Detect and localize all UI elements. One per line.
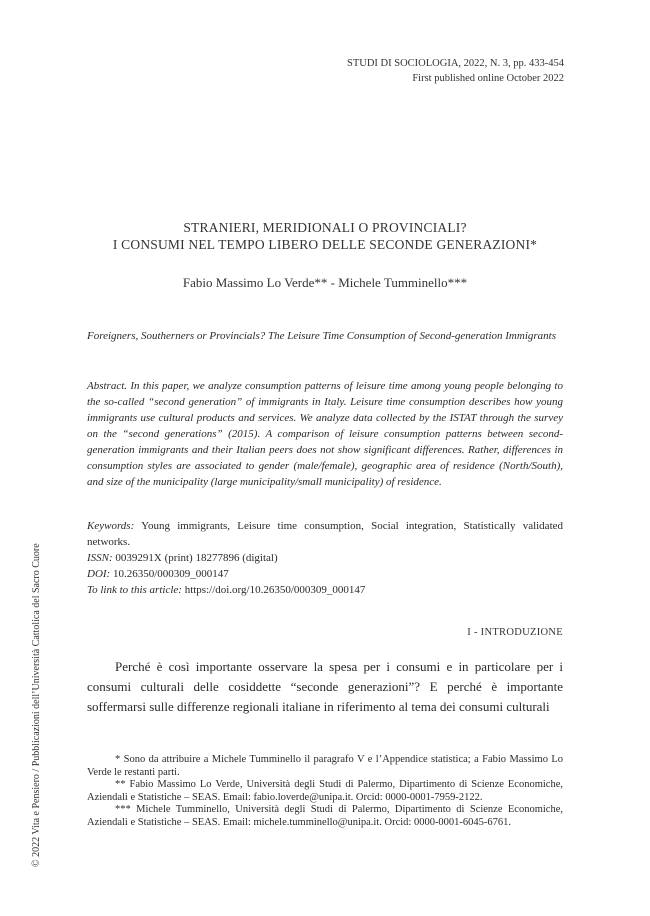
keywords-line <box>87 518 563 550</box>
journal-header <box>347 56 564 86</box>
issn-label: ISSN: <box>87 552 113 564</box>
body-paragraph: Perché è così importante osservare la spesa per i consumi e in particolare per i consumi culturali delle cosiddette “seconde generazioni”? E perché è importante soffermarsi sulle differenze regionali italiane in riferimento al tema dei consumi culturali <box>87 659 563 714</box>
link-line <box>87 582 563 598</box>
footnote: * Sono da attribuire a Michele Tumminello il paragrafo V e l’Appendice statistica; a Fabio Massimo Lo Verde le restanti parti. <box>87 754 563 778</box>
abstract: Abstract. In this paper, we analyze consumption patterns of leisure time among young people belonging to the so-called “second generation” of immigrants in Italy. Leisure time consumption describes how young immigrants use cultural products and services. We analyze data collected by the ISTAT through the survey on the “second generations” (2015). A comparison of leisure consumption patterns between second-generation immigrants and their Italian peers does not show significant differences. Rather, differences in consumption styles are associated to gender (male/female), geographic area of residence (North/South), and size of the municipality (large municipality/small municipality) of residence. <box>87 380 563 488</box>
keywords-value: Young immigrants, Leisure time consumption, Social integration, Statistically validated networks. <box>87 520 564 548</box>
keywords-label: Keywords: <box>87 520 135 532</box>
journal-citation: STUDI DI SOCIOLOGIA, 2022, N. 3, pp. 433-454 <box>347 58 564 69</box>
copyright-notice: © 2022 Vita e Pensiero / Pubblicazioni dell’Università Cattolica del Sacro Cuore <box>31 543 42 867</box>
issn-value: 0039291X (print) 18277896 (digital) <box>115 552 278 564</box>
footnote: ** Fabio Massimo Lo Verde, Università degli Studi di Palermo, Dipartimento di Scienze Economiche, Aziendali e Statistiche – SEAS. Email: fabio.loverde@unipa.it. Orcid: 0000-0001-7959-2122. <box>87 779 563 803</box>
doi-line <box>87 566 563 582</box>
doi-value: 10.26350/000309_000147 <box>112 568 229 580</box>
footnote: *** Michele Tumminello, Università degli Studi di Palermo, Dipartimento di Scienze Economiche, Aziendali e Statistiche – SEAS. Email: michele.tumminello@unipa.it. Orcid: 0000-0001-6045-6761. <box>87 804 563 828</box>
doi-label: DOI: <box>87 568 111 580</box>
section-heading: I - INTRODUZIONE <box>467 627 563 638</box>
publication-date: First published online October 2022 <box>412 73 564 84</box>
title-line-2: I CONSUMI NEL TEMPO LIBERO DELLE SECONDE GENERAZIONI* <box>112 237 538 252</box>
article-link[interactable]: https://doi.org/10.26350/000309_000147 <box>184 584 366 596</box>
issn-line <box>87 550 563 566</box>
footnotes <box>87 754 563 829</box>
title-line-1: STRANIERI, MERIDIONALI O PROVINCIALI? <box>183 220 467 235</box>
article-title <box>0 219 650 253</box>
authors: Fabio Massimo Lo Verde** - Michele Tumminello*** <box>182 275 468 290</box>
english-title: Foreigners, Southerners or Provincials? The Leisure Time Consumption of Second-generation Immigrants <box>87 330 556 342</box>
link-label: To link to this article: <box>87 584 182 596</box>
article-metadata <box>87 518 563 598</box>
